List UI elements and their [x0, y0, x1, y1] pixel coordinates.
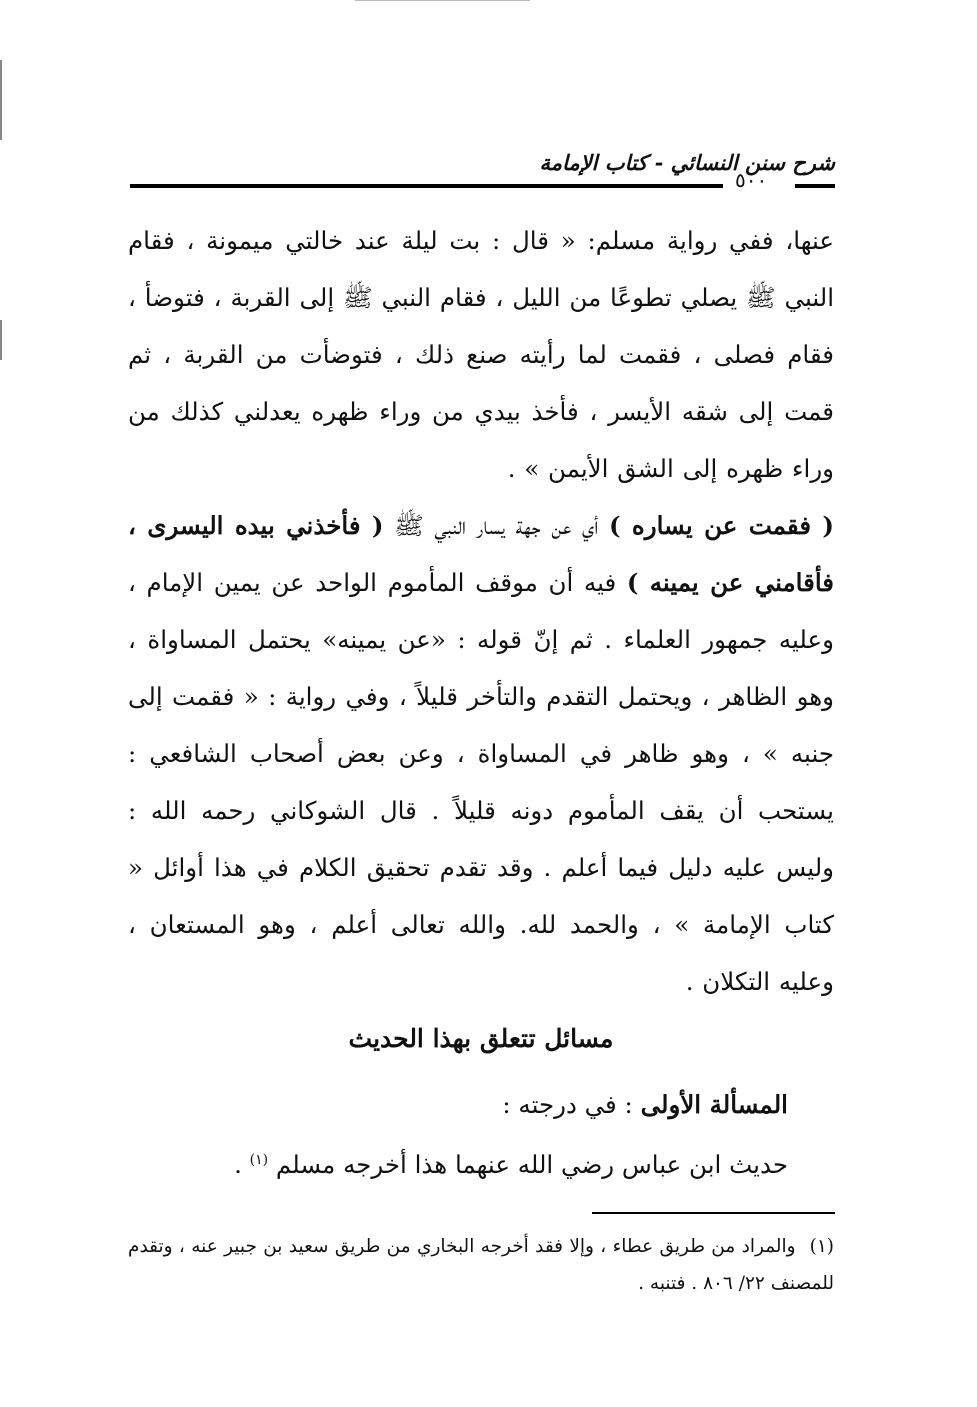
issue-text: : في درجته : [502, 1090, 641, 1119]
quoted-phrase: ( فأخذني بيده اليسرى ، فأقامني عن يمينه ) [128, 511, 834, 597]
scan-edge-mark [0, 320, 2, 360]
quoted-phrase: ( فقمت عن يساره ) [608, 511, 834, 540]
hadith-end: . [234, 1150, 250, 1179]
footnote-text: والمراد من طريق عطاء ، وإلا فقد أخرجه البخاري من طريق سعيد بن جبير عنه ، وتقدم للمصنف ٢٢/ ٨٠٦ . فتنبه . [128, 1236, 834, 1294]
page-number-rule [795, 184, 835, 188]
footnote [128, 1228, 834, 1302]
header-rule [130, 184, 723, 188]
commentary-text: فيه أن موقف المأموم الواحد عن يمين الإمام ، وعليه جمهور العلماء . ثم إنّ قوله : «عن يمينه» يحتمل المساواة ، وهو الظاهر ، ويحتمل التقدم والتأخر قليلاً ، وفي رواية : « فقمت إلى جنبه » ، وهو ظاهر في المساواة ، وعن بعض أصحاب الشافعي : يستحب أن يقف المأموم دونه قليلاً . قال الشوكاني رحمه الله : وليس عليه دليل فيما أعلم . وقد تقدم تحقيق الكلام في هذا أوائل « كتاب الإمامة » ، والحمد لله. والله تعالى أعلم ، وهو المستعان ، وعليه التكلان . [128, 568, 834, 996]
running-title: شرح سنن النسائي - كتاب الإمامة [539, 150, 835, 175]
paragraph-commentary [128, 497, 834, 1010]
paragraph-hadith-narration: عنها، ففي رواية مسلم: « قال : بت ليلة عند خالتي ميمونة ، فقام النبي ﷺ يصلي تطوعًا من الليل ، فقام النبي ﷺ إلى القربة ، فتوضأ ، فقام فصلى ، فقمت لما رأيته صنع ذلك ، فتوضأت من القربة ، ثم قمت إلى شقه الأيسر ، فأخذ بيدي من وراء ظهره يعدلني كذلك من وراء ظهره إلى الشق الأيمن » . [128, 226, 834, 483]
issue-label: المسألة الأولى [640, 1090, 788, 1119]
scan-edge-mark [0, 60, 2, 140]
footnote-reference[interactable]: (١) [249, 1151, 269, 1168]
footnote-separator [592, 1212, 835, 1214]
page-header [130, 142, 835, 192]
section-heading: مسائل تتعلق بهذا الحديث [348, 1024, 614, 1053]
footnote-marker: (١) [809, 1236, 834, 1257]
top-edge-rule [355, 0, 530, 1]
hadith-text: حديث ابن عباس رضي الله عنهما هذا أخرجه مسلم [275, 1150, 788, 1179]
issue-line [128, 1090, 788, 1119]
commentary-text: أي عن جهة يسار النبي ﷺ [383, 511, 609, 540]
hadith-source-line [128, 1150, 788, 1179]
page-number: ٥٠٠ [735, 168, 768, 192]
